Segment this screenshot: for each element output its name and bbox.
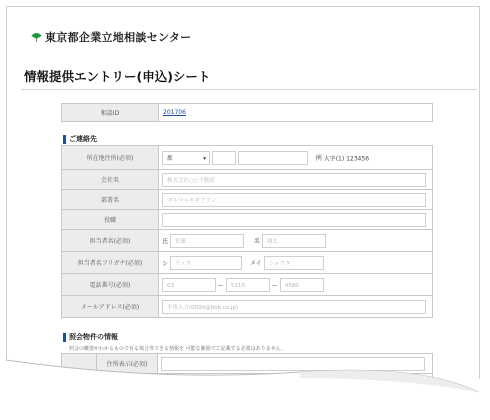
email-input[interactable]: 半角入力(0000@bbb.co.jp) (162, 300, 426, 314)
phone-input-3[interactable]: 4580 (280, 278, 324, 292)
company-name-label: 会社名 (62, 170, 159, 190)
property-note: 照会の概要がわかるもので有る場合等できる情報を 可能な範囲でご記載する必要はありません。 (69, 346, 286, 352)
person-name-label: 担当者名(必須) (62, 230, 159, 252)
mei-kana-label: メイ (249, 260, 262, 267)
sei-input[interactable]: 宮藤 (170, 234, 244, 248)
mei-kana-input[interactable]: ショウタ (264, 256, 324, 270)
person-kana-label: 担当者名フリガナ(必須) (62, 252, 159, 274)
contact-section-heading: ご連絡先 (63, 135, 97, 144)
brand-name: 東京都企業立地相談センター (45, 31, 192, 44)
phone-input-1[interactable]: 03 (162, 278, 216, 292)
address-label: 所在地住所(必須) (62, 146, 159, 170)
department-label: 部署名 (62, 190, 159, 210)
prefecture-value: 都 (167, 155, 173, 162)
page-title: 情報提供エントリー(申込)シート (24, 69, 211, 84)
phone-separator: ー (271, 282, 278, 289)
department-input[interactable]: マルマルキギフラン (162, 193, 426, 207)
address-example-value: 大字(1) 123456 (323, 155, 370, 162)
entry-id-label: 相談ID (62, 104, 159, 122)
mei-input[interactable]: 翔太 (262, 234, 326, 248)
phone-label: 電話番号(必須) (62, 274, 159, 296)
sei-kana-label: シ (162, 260, 169, 267)
property-section-heading: 照会物件の情報 (63, 333, 118, 342)
phone-separator: ー (217, 282, 224, 289)
address-example-label: 例 (315, 155, 322, 162)
phone-input-2[interactable]: 5210 (226, 278, 270, 292)
company-name-input[interactable]: 株式会社○○不動産 (162, 173, 426, 187)
entry-id-link[interactable]: 201706 (163, 109, 186, 116)
position-label: 役職 (62, 210, 159, 230)
sei-kana-input[interactable]: リュウ (170, 256, 242, 270)
chevron-down-icon: ▾ (203, 155, 206, 162)
email-label: メールアドレス(必須) (62, 296, 159, 318)
address-display-label: 住所表示(必須) (97, 354, 158, 374)
sei-label: 氏 (162, 238, 169, 245)
mei-label: 名 (253, 238, 260, 245)
